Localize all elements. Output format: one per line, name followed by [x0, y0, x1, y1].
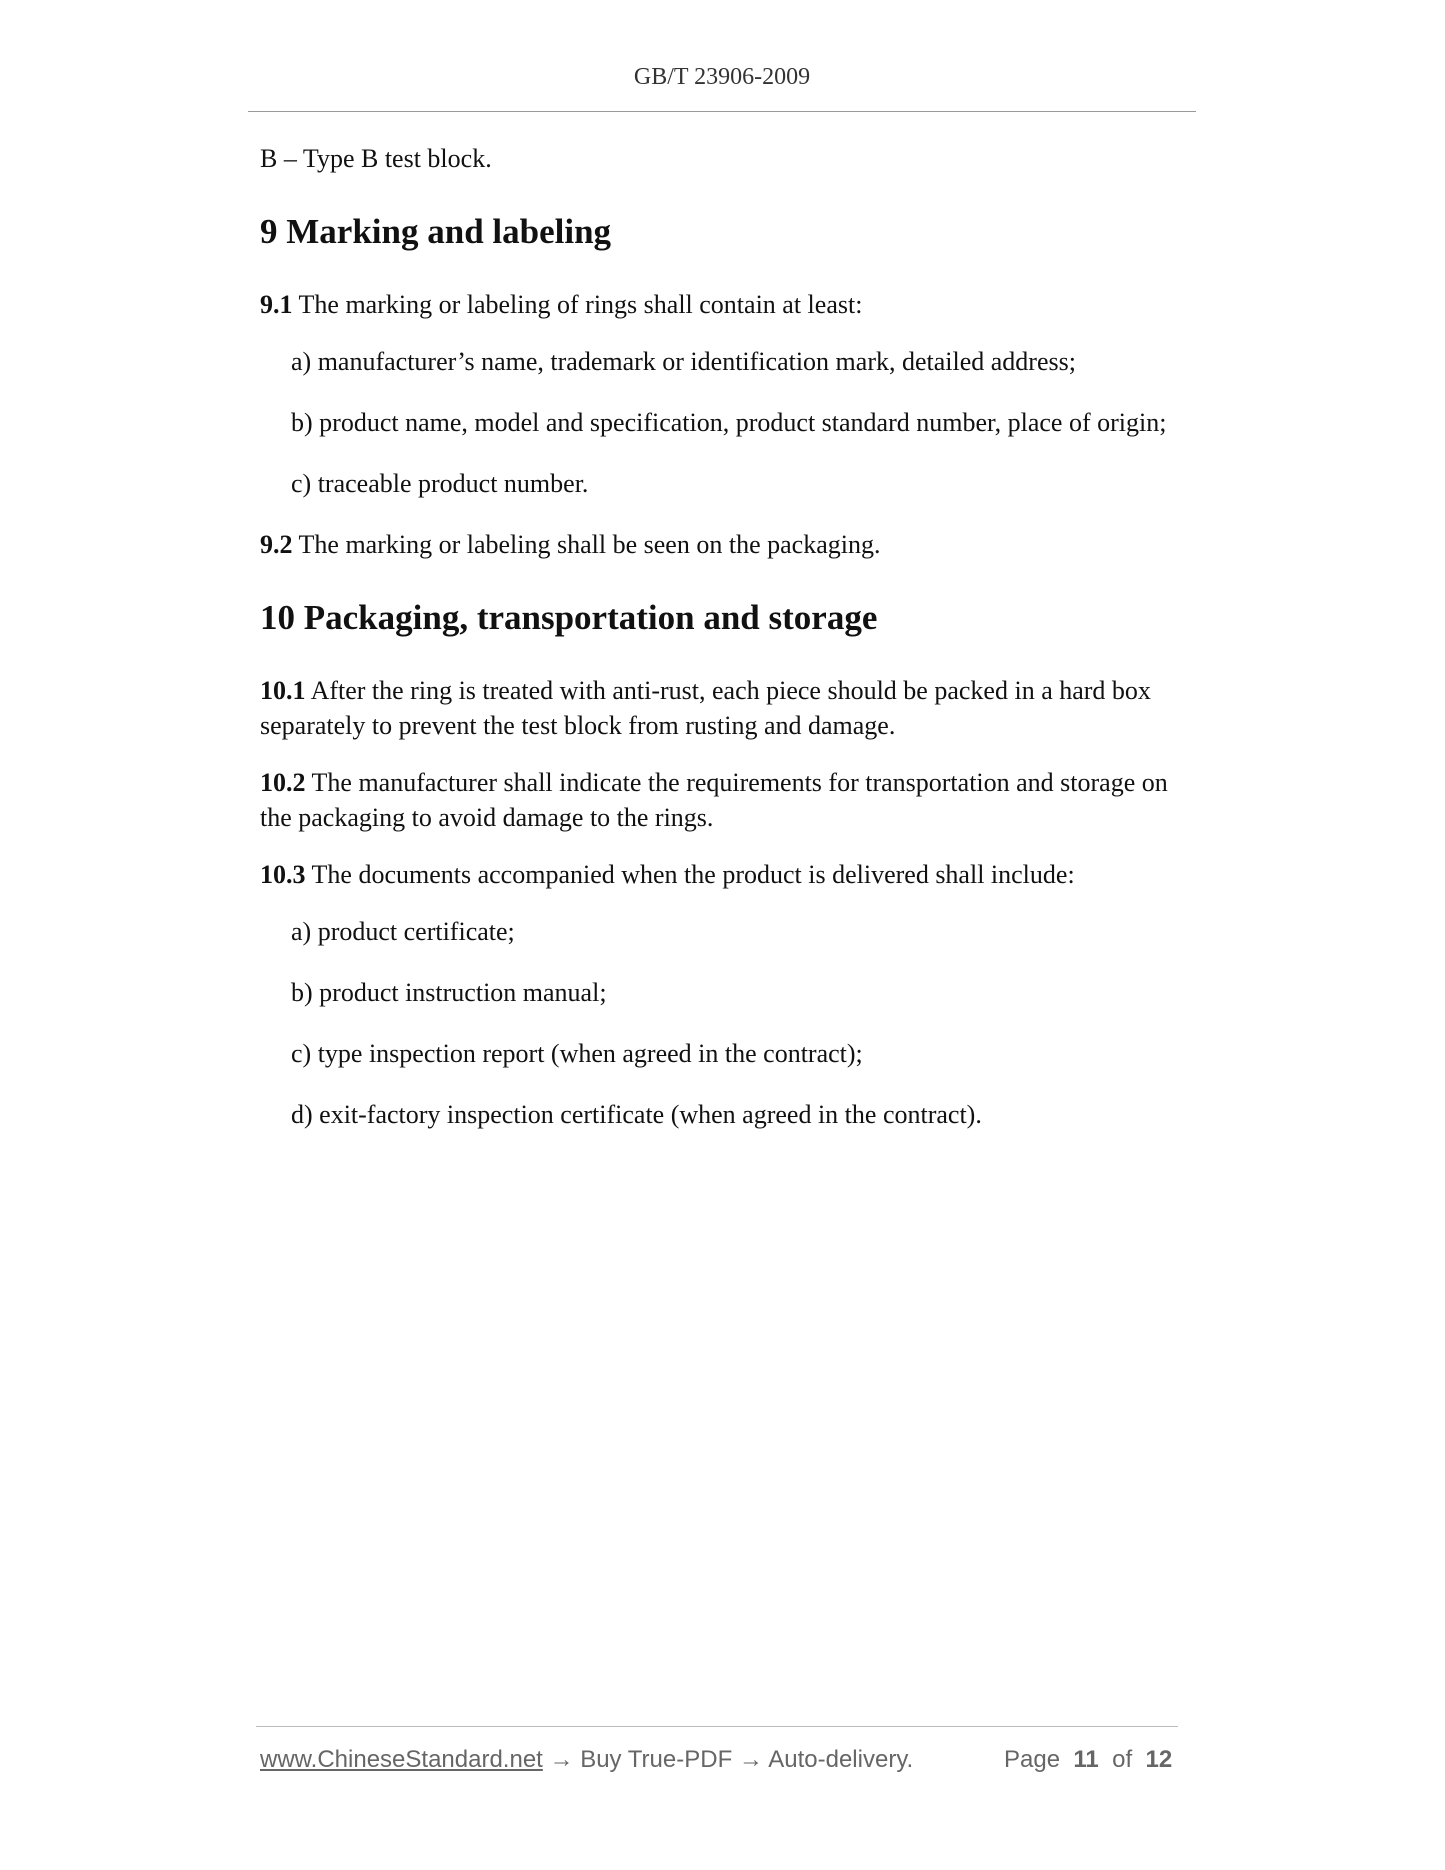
- list-item: c) type inspection report (when agreed in the contract);: [291, 1039, 863, 1068]
- clause-10-3: [260, 857, 1190, 892]
- footer-divider: [256, 1726, 1178, 1727]
- section-10-heading: 10 Packaging, transportation and storage: [260, 598, 878, 637]
- clause-10-2-number: 10.2: [260, 768, 306, 797]
- clause-10-3-number: 10.3: [260, 860, 306, 889]
- page-footer: [260, 1746, 1178, 1778]
- list-item: d) exit-factory inspection certificate (when agreed in the contract).: [291, 1100, 982, 1129]
- clause-10-2: [260, 765, 1190, 835]
- intro-line: B – Type B test block.: [260, 144, 492, 173]
- list-item: c) traceable product number.: [291, 469, 589, 498]
- page-current-number: 11: [1073, 1746, 1099, 1773]
- clause-10-1-number: 10.1: [260, 676, 306, 705]
- page-total-number: 12: [1145, 1746, 1173, 1773]
- clause-10-1-text: After the ring is treated with anti-rust, each piece should be packed in a hard box separately to prevent the test block from rusting and damage.: [260, 676, 1151, 740]
- list-item: a) manufacturer’s name, trademark or identification mark, detailed address;: [291, 347, 1076, 376]
- clause-9-2-number: 9.2: [260, 530, 293, 559]
- website-link[interactable]: www.ChineseStandard.net: [260, 1746, 543, 1773]
- clause-10-3-text: The documents accompanied when the product is delivered shall include:: [305, 860, 1075, 889]
- list-item: a) product certificate;: [291, 917, 515, 946]
- buy-true-pdf-text: Buy True-PDF: [580, 1746, 733, 1773]
- list-item: b) product name, model and specification, product standard number, place of origin;: [291, 408, 1167, 437]
- of-label: of: [1112, 1746, 1133, 1773]
- arrow-right-icon: →: [549, 1746, 574, 1773]
- auto-delivery-text: Auto-delivery.: [768, 1746, 914, 1773]
- section-9-heading: 9 Marking and labeling: [260, 212, 612, 251]
- list-item: b) product instruction manual;: [291, 978, 607, 1007]
- header-divider: [248, 111, 1196, 112]
- arrow-right-icon: →: [738, 1746, 763, 1773]
- document-header-id: GB/T 23906-2009: [633, 64, 811, 90]
- clause-10-1: [260, 673, 1190, 743]
- document-body: [260, 141, 1190, 1158]
- clause-10-2-text: The manufacturer shall indicate the requirements for transportation and storage on the packaging to avoid damage to the rings.: [260, 768, 1168, 832]
- page-indicator: [1004, 1746, 1172, 1774]
- footer-promo: [260, 1746, 913, 1774]
- page-label: Page: [1004, 1746, 1061, 1773]
- clause-9-2: [260, 527, 1190, 562]
- clause-9-1: [260, 287, 1190, 322]
- clause-9-2-text: The marking or labeling shall be seen on the packaging.: [292, 530, 881, 559]
- clause-9-1-number: 9.1: [260, 290, 293, 319]
- clause-9-1-text: The marking or labeling of rings shall contain at least:: [292, 290, 863, 319]
